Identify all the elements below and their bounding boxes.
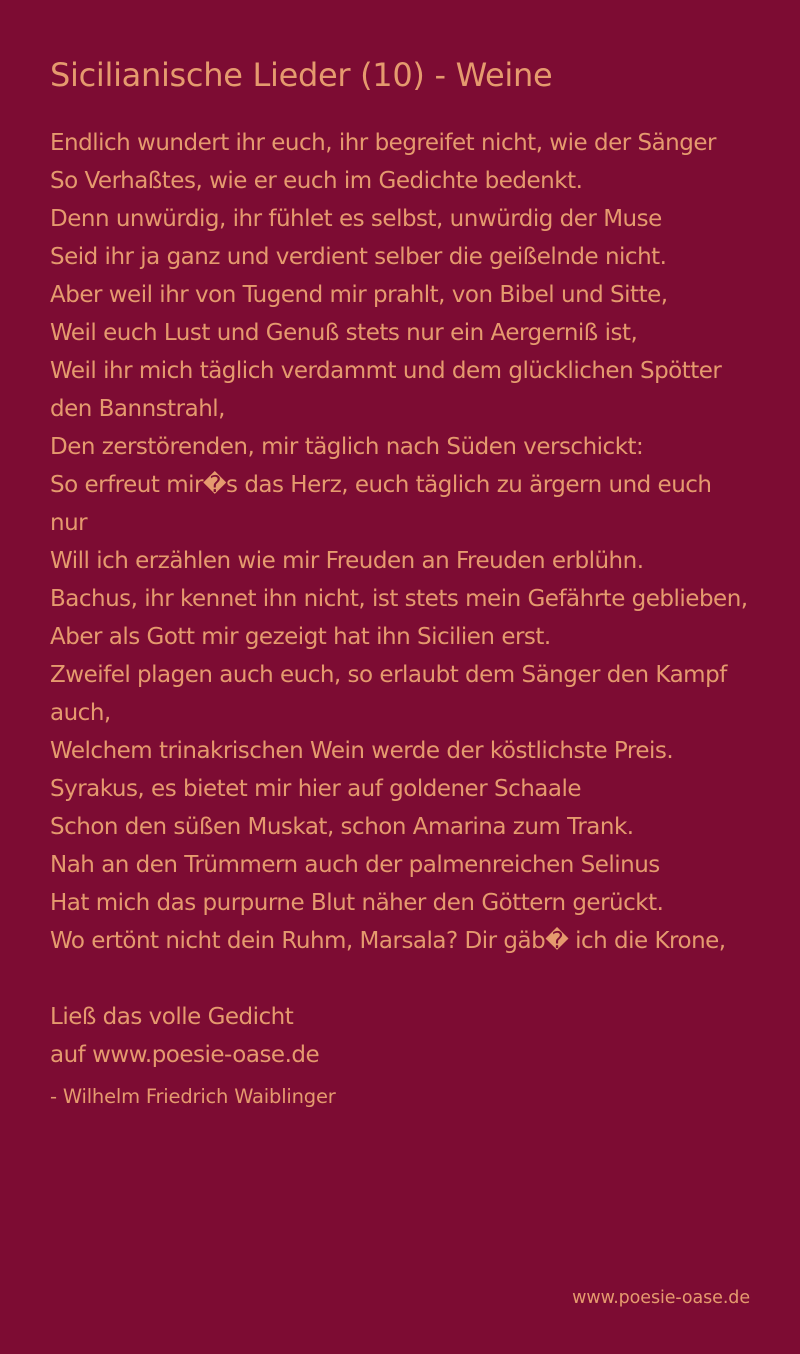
poem-line: Endlich wundert ihr euch, ihr begreifet nicht, wie der Sänger [50, 130, 716, 156]
poem-line: Hat mich das purpurne Blut näher den Göttern gerückt. [50, 890, 664, 916]
poem-line: Weil euch Lust und Genuß stets nur ein Aergerniß ist, [50, 320, 638, 346]
poem-line: Denn unwürdig, ihr fühlet es selbst, unwürdig der Muse [50, 206, 662, 232]
poem-line: Syrakus, es bietet mir hier auf goldener Schaale [50, 776, 582, 802]
poem-line: Zweifel plagen auch euch, so erlaubt dem Sänger den Kampf auch, [50, 662, 727, 726]
poem-title: Sicilianische Lieder (10) - Weine [50, 56, 553, 94]
poem-line: So erfreut mir�s das Herz, euch täglich zu ärgern und euch nur [50, 472, 712, 536]
poem-line: Den zerstörenden, mir täglich nach Süden verschickt: [50, 434, 644, 460]
poem-line: Nah an den Trümmern auch der palmenreichen Selinus [50, 852, 660, 878]
poem-line: Aber als Gott mir gezeigt hat ihn Sicilien erst. [50, 624, 551, 650]
poem-body [50, 124, 750, 1074]
poem-author: - Wilhelm Friedrich Waiblinger [50, 1085, 336, 1108]
poem-line: Welchem trinakrischen Wein werde der köstlichste Preis. [50, 738, 674, 764]
poem-line: Aber weil ihr von Tugend mir prahlt, von Bibel und Sitte, [50, 282, 668, 308]
read-more-link[interactable]: auf www.poesie-oase.de [50, 1042, 320, 1068]
read-more-text: Ließ das volle Gedicht [50, 1004, 294, 1030]
poem-line: Schon den süßen Muskat, schon Amarina zum Trank. [50, 814, 634, 840]
poem-line: Seid ihr ja ganz und verdient selber die geißelnde nicht. [50, 244, 667, 270]
poem-line: Will ich erzählen wie mir Freuden an Freuden erblühn. [50, 548, 644, 574]
footer-website-link[interactable]: www.poesie-oase.de [572, 1288, 750, 1308]
stanza-spacer [50, 960, 750, 998]
poem-line: So Verhaßtes, wie er euch im Gedichte bedenkt. [50, 168, 583, 194]
poem-line: Weil ihr mich täglich verdammt und dem glücklichen Spötter den Bannstrahl, [50, 358, 722, 422]
poem-line: Bachus, ihr kennet ihn nicht, ist stets mein Gefährte geblieben, [50, 586, 748, 612]
poem-line: Wo ertönt nicht dein Ruhm, Marsala? Dir gäb� ich die Krone, [50, 928, 726, 954]
